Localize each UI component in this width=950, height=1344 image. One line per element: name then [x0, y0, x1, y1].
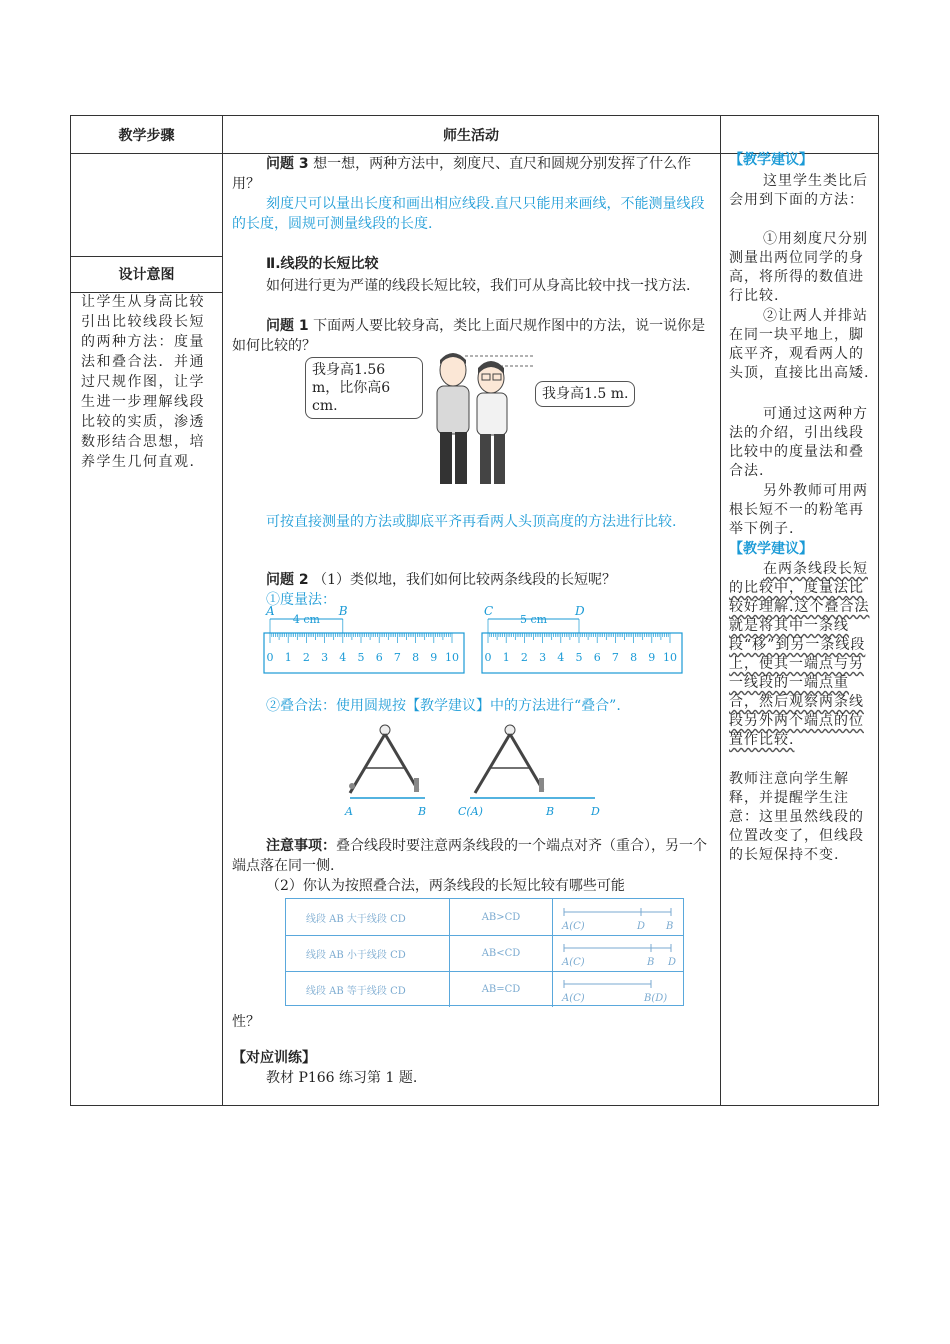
ruler-1	[262, 605, 467, 675]
ruler-tick-label: 5	[357, 651, 365, 664]
ruler-1-svg	[262, 605, 467, 675]
cmp-label-e: B	[666, 921, 674, 932]
side-p4: 可通过这两种方法的介绍，引出线段比较中的度量法和叠合法.	[729, 406, 868, 479]
note-label: 注意事项：	[266, 838, 336, 854]
q2-part-2-end: 性？	[232, 1014, 260, 1030]
cmp-label-m: D	[637, 921, 646, 932]
ruler-tick-label: 1	[284, 651, 292, 664]
ruler-tick-label: 8	[412, 651, 420, 664]
cmp-label-a: A(C)	[562, 957, 585, 968]
q2-label: 问题 2	[266, 572, 309, 588]
training-title: 【对应训练】	[232, 1050, 316, 1066]
ruler-tick-label: 4	[557, 651, 565, 664]
cmp-line	[556, 971, 681, 1007]
col-divider	[720, 116, 721, 1105]
compass-1-label-a: A	[345, 805, 353, 818]
cmp-desc: 线段 AB 等于线段 CD	[306, 985, 406, 997]
segment-start-label: A	[266, 605, 275, 618]
q2-text: （1）类似地，我们如何比较两条线段的长短呢？	[313, 572, 616, 588]
side-p6-text: 在两条线段长短的比较中，度量法比较好理解.这个叠合法就是将其中一条线段“移”到另一条线段上，使其一端点与另一线段的一端点重合，然后观察两条线段另外两个端点的位置作比较.	[729, 561, 870, 748]
side-p5: 另外教师可用两根长短不一的粉笔再举下例子.	[729, 483, 868, 537]
training-text: 教材 P166 练习第 1 题.	[266, 1070, 418, 1086]
compass-1	[349, 725, 425, 798]
cmp-rel: AB<CD	[449, 935, 553, 971]
segment-end-label: B	[338, 605, 348, 618]
note	[232, 836, 714, 876]
ruler-2	[480, 605, 685, 675]
ruler-tick-label: 2	[520, 651, 528, 664]
compass-drawing	[330, 718, 630, 818]
section-2-title: Ⅱ.线段的长短比较	[266, 256, 379, 272]
segment-length-label: 5 cm	[519, 613, 548, 626]
ruler-tick-label: 5	[575, 651, 583, 664]
side-p1: 这里学生类比后会用到下面的方法：	[729, 173, 868, 208]
side-p7: 教师注意向学生解释，并提醒学生注意：这里虽然线段的位置改变了，但线段的长短保持不变.	[729, 771, 864, 863]
ruler-tick-label: 7	[611, 651, 619, 664]
design-title: 设计意图	[118, 267, 175, 283]
cmp-rel: AB=CD	[449, 971, 553, 1007]
cmp-label-a: A(C)	[562, 993, 585, 1004]
segment-end-label: D	[575, 605, 585, 618]
side-p2: ①用刻度尺分别测量出两位同学的身高，将所得的数值进行比较.	[729, 231, 868, 304]
note-text: 叠合线段时要注意两条线段的一个端点对齐（重合），另一个端点落在同一侧.	[232, 838, 707, 874]
cmp-line	[556, 935, 681, 971]
ruler-tick-label: 2	[302, 651, 310, 664]
ruler-tick-label: 6	[593, 651, 601, 664]
comparison-table	[285, 898, 684, 1006]
method-2: ②叠合法：使用圆规按【教学建议】中的方法进行“叠合”.	[266, 698, 621, 714]
ruler-tick-label: 10	[663, 651, 677, 664]
side-p6	[729, 560, 873, 750]
ruler-tick-label: 4	[339, 651, 347, 664]
q1-answer: 可按直接测量的方法或脚底平齐再看两人头顶高度的方法进行比较.	[266, 514, 677, 530]
q3-answer: 刻度尺可以量出长度和画出相应线段.直尺只能用来画线，不能测量线段的长度，圆规可测量线段的长度.	[232, 196, 705, 232]
section-2-intro: 如何进行更为严谨的线段长短比较，我们可从身高比较中找一找方法.	[266, 278, 691, 294]
compass-1-label-b: B	[418, 805, 427, 818]
ruler-tick-label: 0	[266, 651, 274, 664]
cmp-row	[286, 899, 683, 936]
ruler-tick-label: 9	[648, 651, 656, 664]
ruler-tick-label: 10	[445, 651, 459, 664]
cmp-label-e: D	[668, 957, 677, 968]
ruler-tick-label: 9	[430, 651, 438, 664]
compass-2-label-d: D	[591, 805, 600, 818]
q1-text: 下面两人要比较身高，类比上面尺规作图中的方法，说一说你是如何比较的？	[232, 318, 706, 354]
cmp-desc: 线段 AB 小于线段 CD	[306, 949, 406, 961]
cmp-label-e: B(D)	[644, 993, 668, 1004]
header-activities: 师生活动	[443, 127, 499, 144]
person-1	[437, 353, 469, 484]
segment-length-label: 4 cm	[292, 613, 320, 626]
q3-text: 想一想，两种方法中，刻度尺、直尺和圆规分别发挥了什么作用？	[232, 156, 692, 192]
header-steps: 教学步骤	[118, 127, 175, 144]
compass-2	[470, 725, 595, 798]
ruler-tick-label: 1	[502, 651, 510, 664]
method-1: ①度量法：	[266, 592, 336, 608]
q2-part-2: （2）你认为按照叠合法，两条线段的长短比较有哪些可能	[266, 878, 625, 894]
speech-bubble-2: 我身高1.5 m.	[535, 381, 635, 407]
ruler-tick-label: 0	[484, 651, 492, 664]
q1-label: 问题 1	[266, 318, 309, 334]
cmp-rel: AB>CD	[449, 899, 553, 935]
cmp-label-a: A(C)	[562, 921, 585, 932]
side-head-2: 【教学建议】	[729, 541, 813, 557]
q3-label: 问题 3	[266, 156, 309, 172]
ruler-2-svg	[480, 605, 685, 675]
question-3	[232, 154, 714, 194]
compass-2-label-ca: C(A)	[458, 805, 483, 818]
segment-start-label: C	[484, 605, 494, 618]
ruler-tick-label: 6	[375, 651, 383, 664]
ruler-tick-label: 3	[321, 651, 329, 664]
cmp-label-m: B	[647, 957, 655, 968]
ruler-tick-label: 3	[539, 651, 547, 664]
cmp-row	[286, 971, 683, 1007]
side-p3: ②让两人并排站在同一块平地上，脚底平齐，观看两人的头顶，直接比出高矮.	[729, 308, 870, 381]
cmp-desc: 线段 AB 大于线段 CD	[306, 913, 406, 925]
speech-bubble-1: 我身高1.56 m，比你高6 cm.	[305, 357, 423, 419]
side-head-1: 【教学建议】	[729, 152, 813, 168]
compass-2-label-b: B	[546, 805, 555, 818]
compass-figure	[330, 718, 630, 818]
person-2	[477, 361, 507, 484]
question-1	[232, 316, 714, 356]
cmp-row	[286, 935, 683, 972]
ruler-tick-label: 7	[393, 651, 401, 664]
design-text: 让学生从身高比较引出比较线段长短的两种方法：度量法和叠合法．并通过尺规作图，让学生进一步理解线段比较的实质，渗透数形结合思想，培养学生几何直观.	[81, 294, 205, 470]
question-2	[266, 570, 714, 590]
ruler-tick-label: 8	[630, 651, 638, 664]
cmp-line	[556, 899, 681, 935]
col-divider	[222, 116, 223, 1105]
